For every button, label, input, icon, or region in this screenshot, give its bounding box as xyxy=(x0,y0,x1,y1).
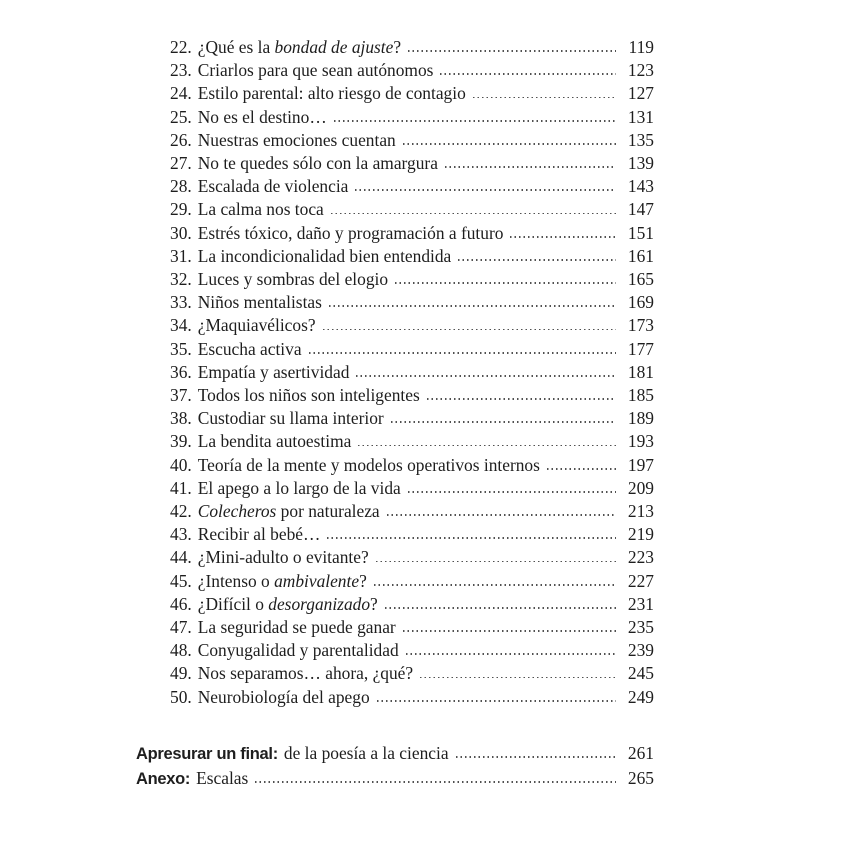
title-part: Estrés tóxico, daño y programación a futuro xyxy=(197,222,504,243)
dot-leader xyxy=(391,421,616,423)
toc-entry xyxy=(136,500,654,523)
chapter-title xyxy=(198,82,466,105)
toc-section-entry xyxy=(136,742,654,767)
chapter-title xyxy=(198,175,349,198)
chapter-number: 36. xyxy=(170,361,192,382)
dot-leader xyxy=(403,143,616,145)
title-part: Escucha activa xyxy=(197,338,302,359)
page-number: 231 xyxy=(627,593,654,614)
chapter-number: 47. xyxy=(170,617,192,638)
page-number: 227 xyxy=(627,570,654,591)
dot-leader xyxy=(408,50,616,52)
dot-leader xyxy=(387,514,616,516)
page-number: 189 xyxy=(627,408,654,429)
title-part: Estilo parental: alto riesgo de contagio xyxy=(197,83,466,104)
title-part: Conyugalidad y parentalidad xyxy=(197,640,399,661)
page-number: 139 xyxy=(627,153,654,174)
title-part: ¿Mini-adulto o evitante? xyxy=(197,547,369,568)
dot-leader xyxy=(440,73,616,75)
title-part: Criarlos para que sean autónomos xyxy=(197,60,434,81)
toc-entry xyxy=(136,152,654,175)
toc-entry xyxy=(136,407,654,430)
chapter-number: 32. xyxy=(170,269,192,290)
toc-entry xyxy=(136,222,654,245)
page-number: 123 xyxy=(627,60,654,81)
toc-content xyxy=(136,36,654,791)
chapter-number: 49. xyxy=(170,663,192,684)
chapter-number: 28. xyxy=(170,176,192,197)
dot-leader xyxy=(395,282,616,284)
dot-leader xyxy=(403,630,616,632)
page-number: 249 xyxy=(627,686,654,707)
chapter-title xyxy=(198,686,370,709)
section-title xyxy=(284,742,449,766)
toc-entry xyxy=(136,639,654,662)
dot-leader xyxy=(473,97,616,99)
page-number: 161 xyxy=(627,245,654,266)
page-number: 143 xyxy=(627,176,654,197)
chapter-number: 25. xyxy=(170,106,192,127)
chapter-title xyxy=(198,36,401,59)
chapter-number: 33. xyxy=(170,292,192,313)
chapter-number: 40. xyxy=(170,454,192,475)
page-number: 261 xyxy=(627,742,654,763)
toc-entry xyxy=(136,106,654,129)
chapter-title xyxy=(198,639,399,662)
title-part-italic: bondad de ajuste xyxy=(274,37,394,57)
dot-leader xyxy=(445,166,616,168)
dot-leader xyxy=(510,236,616,238)
title-part: ? xyxy=(370,593,378,614)
title-part: Escalas xyxy=(196,767,249,788)
toc-entry xyxy=(136,198,654,221)
title-part: Niños mentalistas xyxy=(197,292,322,313)
chapter-title xyxy=(198,198,324,221)
chapter-number: 34. xyxy=(170,315,192,336)
chapter-number: 30. xyxy=(170,222,192,243)
chapter-title xyxy=(198,570,367,593)
section-title xyxy=(196,767,248,791)
chapter-number: 27. xyxy=(170,153,192,174)
toc-entry xyxy=(136,245,654,268)
toc-entry xyxy=(136,686,654,709)
toc-entry xyxy=(136,291,654,314)
chapter-title xyxy=(198,662,413,685)
chapter-title xyxy=(198,106,327,129)
toc-entry xyxy=(136,314,654,337)
title-part-italic: Colecheros xyxy=(197,501,277,522)
dot-leader xyxy=(331,213,616,215)
chapter-title xyxy=(198,245,452,268)
page-number: 197 xyxy=(627,454,654,475)
page-number: 245 xyxy=(627,663,654,684)
toc-entry xyxy=(136,59,654,82)
toc-entry xyxy=(136,268,654,291)
chapter-title xyxy=(198,129,396,152)
chapter-title xyxy=(198,338,302,361)
toc-section-entry xyxy=(136,767,654,792)
toc-entry xyxy=(136,338,654,361)
title-part: Nos separamos… ahora, ¿qué? xyxy=(197,663,414,684)
dot-leader xyxy=(458,259,616,261)
dot-leader xyxy=(547,468,616,470)
title-part: ? xyxy=(393,37,402,57)
toc-entry xyxy=(136,430,654,453)
chapter-number: 29. xyxy=(170,199,192,220)
title-part: Escalada de violencia xyxy=(197,176,349,197)
chapter-number: 48. xyxy=(170,640,192,661)
title-part: Neurobiología del apego xyxy=(197,686,370,707)
chapter-title xyxy=(198,546,369,569)
chapter-number: 35. xyxy=(170,338,192,359)
title-part: No es el destino… xyxy=(197,106,327,127)
page-number: 135 xyxy=(627,129,654,150)
chapter-number: 31. xyxy=(170,245,192,266)
chapter-title xyxy=(198,523,321,546)
dot-leader xyxy=(420,677,616,679)
dot-leader xyxy=(309,352,616,354)
chapter-title xyxy=(198,268,388,291)
chapter-number: 43. xyxy=(170,524,192,545)
dot-leader xyxy=(356,375,616,377)
chapter-number: 22. xyxy=(170,37,192,57)
title-part-italic: desorganizado xyxy=(268,593,371,614)
toc-section-list xyxy=(136,742,654,792)
page-number: 239 xyxy=(627,640,654,661)
chapter-title xyxy=(198,407,384,430)
chapter-title xyxy=(198,477,401,500)
dot-leader xyxy=(327,537,616,539)
chapter-title xyxy=(198,222,504,245)
toc-entry xyxy=(136,82,654,105)
chapter-title xyxy=(198,314,316,337)
toc-entry xyxy=(136,175,654,198)
page-number: 223 xyxy=(627,547,654,568)
page-number: 165 xyxy=(627,269,654,290)
title-part: La calma nos toca xyxy=(197,199,324,220)
toc-chapter-list xyxy=(136,36,654,709)
dot-leader xyxy=(255,781,616,783)
toc-entry xyxy=(136,361,654,384)
page-number: 213 xyxy=(627,501,654,522)
title-part: ¿Difícil o xyxy=(197,593,269,614)
title-part: ¿Qué es la xyxy=(197,37,275,57)
dot-leader xyxy=(323,329,616,331)
title-part: ¿Maquiavélicos? xyxy=(197,315,316,336)
dot-leader xyxy=(456,756,616,758)
toc-entry xyxy=(136,523,654,546)
chapter-number: 50. xyxy=(170,686,192,707)
chapter-title xyxy=(198,430,352,453)
toc-entry xyxy=(136,570,654,593)
chapter-number: 24. xyxy=(170,83,192,104)
page-number: 219 xyxy=(627,524,654,545)
toc-entry xyxy=(136,129,654,152)
page-number: 151 xyxy=(627,222,654,243)
page-number: 193 xyxy=(627,431,654,452)
title-part: Luces y sombras del elogio xyxy=(197,269,389,290)
dot-leader xyxy=(376,561,616,563)
page-number: 127 xyxy=(627,83,654,104)
toc-entry xyxy=(136,546,654,569)
title-part: La incondicionalidad bien entendida xyxy=(197,245,452,266)
chapter-number: 23. xyxy=(170,60,192,81)
toc-entry xyxy=(136,477,654,500)
chapter-title xyxy=(198,152,438,175)
dot-leader xyxy=(377,700,616,702)
page-number: 235 xyxy=(627,617,654,638)
toc-entry xyxy=(136,662,654,685)
page-number: 177 xyxy=(627,338,654,359)
dot-leader xyxy=(329,305,616,307)
page-number: 173 xyxy=(627,315,654,336)
title-part: Teoría de la mente y modelos operativos internos xyxy=(197,454,540,475)
dot-leader xyxy=(408,491,616,493)
title-part: La seguridad se puede ganar xyxy=(197,617,396,638)
chapter-number: 37. xyxy=(170,385,192,406)
dot-leader xyxy=(374,584,616,586)
title-part: La bendita autoestima xyxy=(197,431,352,452)
chapter-title xyxy=(198,291,322,314)
page-number: 131 xyxy=(627,106,654,127)
chapter-number: 26. xyxy=(170,129,192,150)
title-part: de la poesía a la ciencia xyxy=(283,742,449,763)
toc-entry xyxy=(136,454,654,477)
title-part: Todos los niños son inteligentes xyxy=(197,385,420,406)
title-part: Nuestras emociones cuentan xyxy=(197,129,396,150)
chapter-title xyxy=(198,361,350,384)
dot-leader xyxy=(355,189,616,191)
chapter-title xyxy=(198,454,540,477)
chapter-title xyxy=(198,500,380,523)
chapter-title xyxy=(198,384,420,407)
dot-leader xyxy=(385,607,616,609)
page-number: 169 xyxy=(627,292,654,313)
title-part: Empatía y asertividad xyxy=(197,361,350,382)
dot-leader xyxy=(334,120,616,122)
title-part: Recibir al bebé… xyxy=(197,524,321,545)
dot-leader xyxy=(358,445,616,447)
dot-leader xyxy=(406,653,616,655)
chapter-number: 38. xyxy=(170,408,192,429)
page-number: 147 xyxy=(627,199,654,220)
chapter-number: 41. xyxy=(170,477,192,498)
title-part: El apego a lo largo de la vida xyxy=(197,477,401,498)
toc-entry xyxy=(136,616,654,639)
chapter-title xyxy=(198,59,434,82)
title-part-italic: ambivalente xyxy=(274,570,360,591)
section-heading: Anexo: xyxy=(136,769,191,788)
title-part: ? xyxy=(359,570,367,591)
chapter-title xyxy=(198,593,378,616)
chapter-number: 39. xyxy=(170,431,192,452)
page-number: 181 xyxy=(627,361,654,382)
page-number: 185 xyxy=(627,385,654,406)
dot-leader xyxy=(427,398,616,400)
title-part: ¿Intenso o xyxy=(197,570,275,591)
chapter-number: 45. xyxy=(170,570,192,591)
page-number: 119 xyxy=(628,37,654,57)
chapter-number: 42. xyxy=(170,501,192,522)
title-part: Custodiar su llama interior xyxy=(197,408,384,429)
chapter-number: 44. xyxy=(170,547,192,568)
section-heading: Apresurar un final: xyxy=(136,744,278,763)
toc-entry xyxy=(136,593,654,616)
page-number: 265 xyxy=(627,767,654,788)
toc-entry xyxy=(136,36,654,59)
page-number: 209 xyxy=(627,477,654,498)
chapter-number: 46. xyxy=(170,593,192,614)
toc-entry xyxy=(136,384,654,407)
title-part: por naturaleza xyxy=(276,501,380,522)
chapter-title xyxy=(198,616,396,639)
title-part: No te quedes sólo con la amargura xyxy=(197,153,438,174)
